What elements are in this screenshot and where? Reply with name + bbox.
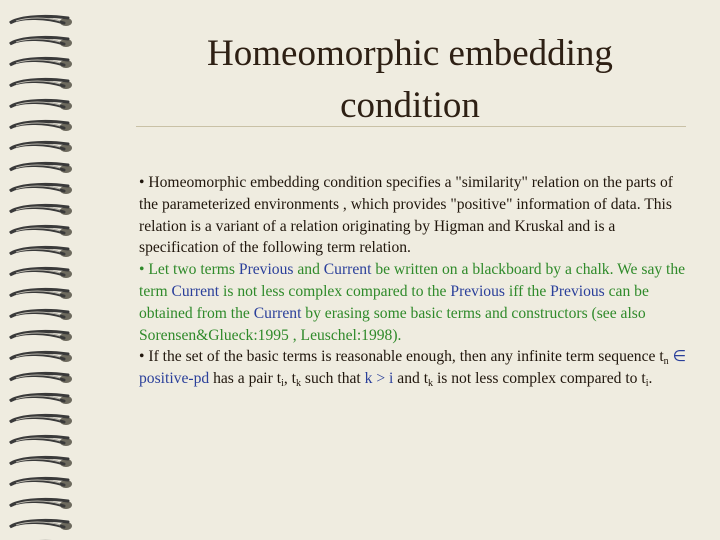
binding-ring <box>10 142 72 152</box>
binding-ring <box>10 331 72 341</box>
bullet-3: • <box>139 348 145 366</box>
term-current: Current <box>323 261 372 279</box>
p3-membership: ∈ positive-pd <box>139 348 687 388</box>
subscript-i: i <box>281 378 284 390</box>
spiral-binding <box>0 0 90 540</box>
p3-condition: k > i <box>364 370 394 388</box>
binding-ring <box>10 184 72 194</box>
binding-ring <box>10 226 72 236</box>
title-divider <box>136 126 686 127</box>
binding-ring <box>10 16 72 26</box>
binding-ring <box>10 352 72 362</box>
binding-ring <box>10 499 72 509</box>
p2-text-2: and <box>293 261 324 279</box>
p3-text-2: has a pair t <box>209 370 282 388</box>
binding-ring <box>10 373 72 383</box>
paragraph-3 <box>139 346 687 390</box>
binding-ring <box>10 247 72 257</box>
subscript-i: i <box>645 378 649 390</box>
bullet-1: • <box>139 174 145 191</box>
term-current: Current <box>253 304 302 322</box>
binding-ring <box>10 163 72 173</box>
binding-ring <box>10 100 72 110</box>
binding-ring <box>10 478 72 488</box>
p3-text-1: If the set of the basic terms is reasonable enough, then any infinite term sequence t <box>148 348 664 366</box>
term-previous: Previous <box>550 282 605 300</box>
binding-ring <box>10 310 72 320</box>
binding-ring <box>10 415 72 425</box>
binding-ring <box>10 394 72 404</box>
p3-comma: , t <box>283 370 296 388</box>
paragraph-2 <box>139 259 687 346</box>
binding-ring <box>10 289 72 299</box>
p2-text-1: Let two terms <box>148 261 239 279</box>
paragraph-1-text: Homeomorphic embedding condition specifies a "similarity" relation on the parts of the parameterized environments , which provides "positive" information of data. This relation is a variant of a relation originating by Higman and Kruskal and is a specification of the following term relation. <box>139 174 673 257</box>
p3-end: . <box>648 370 653 388</box>
subscript-k: k <box>295 378 301 390</box>
p2-text-6: can be obtained from the <box>139 282 649 322</box>
bullet-2: • <box>139 261 145 279</box>
p2-text-5: iff the <box>504 282 551 300</box>
binding-ring <box>10 457 72 467</box>
binding-ring <box>10 37 72 47</box>
p2-text-7: by erasing some basic terms and constructors (see also Sorensen&Glueck:1995 , Leuschel:1998). <box>139 304 646 344</box>
p2-text-3: be written on a blackboard by a chalk. We say the term <box>139 261 686 300</box>
binding-ring <box>10 205 72 215</box>
p3-text-4: and t <box>393 370 429 388</box>
subscript-k: k <box>428 378 434 390</box>
p3-text-5: is not less complex compared to t <box>433 370 646 388</box>
binding-ring <box>10 268 72 278</box>
title-line-1: Homeomorphic embedding <box>207 33 613 74</box>
term-previous: Previous <box>450 282 505 300</box>
binding-ring <box>10 436 72 446</box>
p3-text-3: such that <box>300 370 365 388</box>
paragraph-1 <box>139 172 687 259</box>
slide-body <box>139 172 687 390</box>
subscript-n: n <box>663 356 669 368</box>
binding-ring <box>10 520 72 530</box>
binding-ring <box>10 79 72 89</box>
p2-text-4: is not less complex compared to the <box>219 282 451 300</box>
term-current: Current <box>171 282 220 300</box>
term-previous: Previous <box>238 261 294 279</box>
slide-title <box>110 28 710 132</box>
title-line-2: condition <box>340 85 480 126</box>
binding-ring <box>10 58 72 68</box>
binding-ring <box>10 121 72 131</box>
